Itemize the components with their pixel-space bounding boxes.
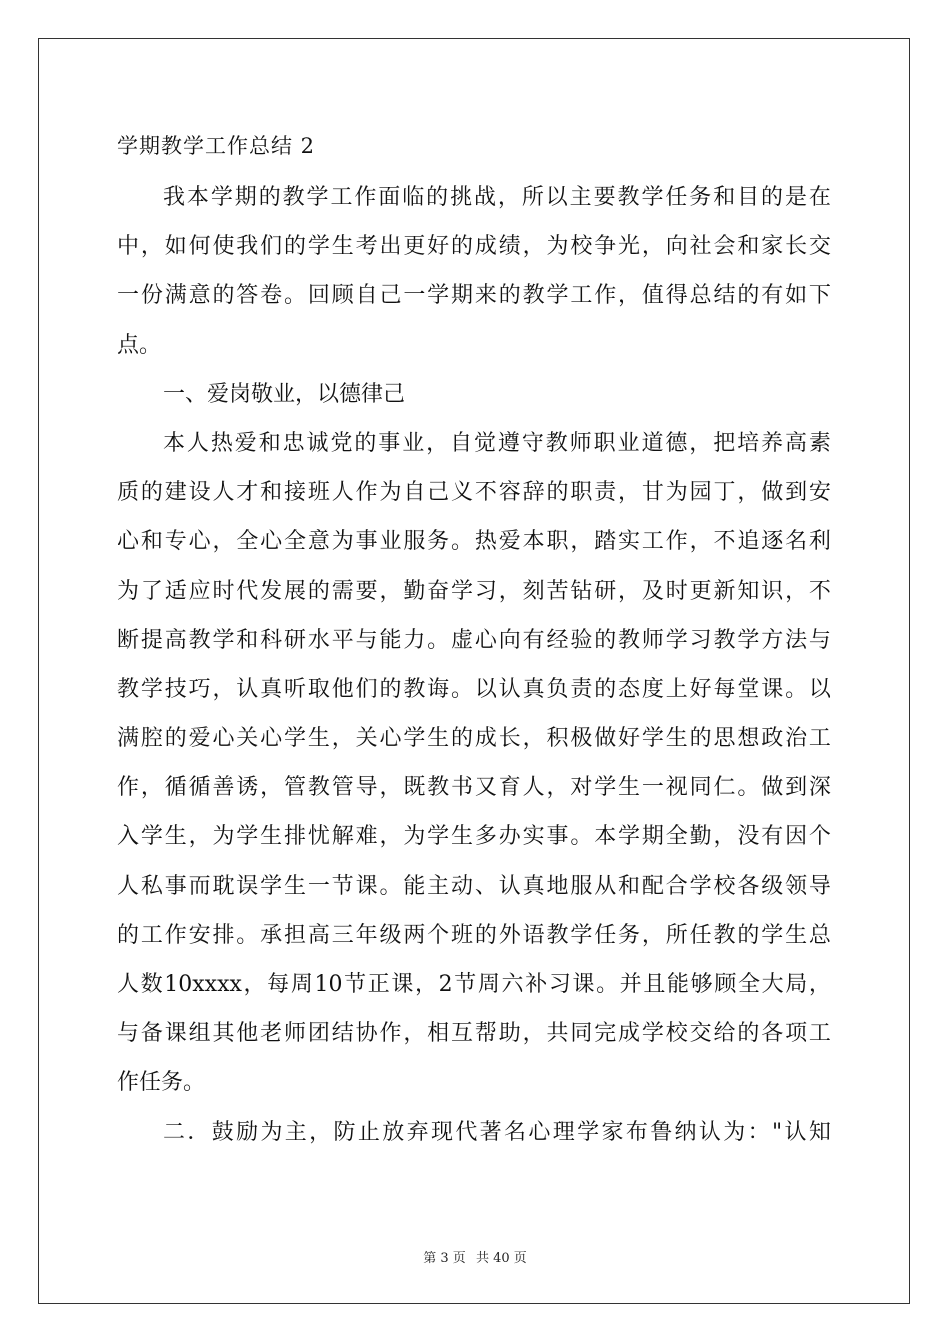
section-heading: 二 ． 鼓 励 为 主 ， 防 止 放 弃 现 代 著 名 心 理 学 家 布 鲁 纳 认 为 ： " 认 知 xyxy=(163,1119,831,1145)
paragraph-line: 一 份 满 意 的 答 卷 。 回 顾 自 己 一 学 期 来 的 教 学 工 作 ， 值 得 总 结 的 有 如 下 xyxy=(117,283,831,309)
paragraph-line: 断 提 高 教 学 和 科 研 水 平 与 能 力 。 虚 心 向 有 经 验 的 教 师 学 习 教 学 方 法 与 xyxy=(117,627,831,653)
paragraph-line: 作任务。 xyxy=(117,1070,206,1096)
paragraph-line: 本 人 热 爱 和 忠 诚 党 的 事 业 ， 自 觉 遵 守 教 师 职 业 道 德 ， 把 培 养 高 素 xyxy=(163,430,831,456)
paragraph-line: 作 ， 循 循 善 诱 ， 管 教 管 导 ， 既 教 书 又 育 人 ， 对 学 生 一 视 同 仁 。 做 到 深 xyxy=(117,775,831,801)
document-body xyxy=(117,181,831,1165)
paragraph-line: 与 备 课 组 其 他 老 师 团 结 协 作 ， 相 互 帮 助 ， 共 同 完 成 学 校 交 给 的 各 项 工 xyxy=(117,1021,831,1047)
paragraph-line: 质 的 建 设 人 才 和 接 班 人 作 为 自 己 义 不 容 辞 的 职 责 ， 甘 为 园 丁 ， 做 到 安 xyxy=(117,480,831,506)
paragraph-line: 入 学 生 ， 为 学 生 排 忧 解 难 ， 为 学 生 多 办 实 事 。 本 学 期 全 勤 ， 没 有 因 个 xyxy=(117,824,831,850)
page-footer xyxy=(0,1247,950,1266)
paragraph-line: 为 了 适 应 时 代 发 展 的 需 要 ， 勤 奋 学 习 ， 刻 苦 钻 研 ， 及 时 更 新 知 识 ， 不 xyxy=(117,578,831,604)
paragraph-line: 我 本 学 期 的 教 学 工 作 面 临 的 挑 战 ， 所 以 主 要 教 学 任 务 和 目 的 是 在 xyxy=(163,185,831,210)
paragraph-line: 的 工 作 安 排 。 承 担 高 三 年 级 两 个 班 的 外 语 教 学 任 务 ， 所 任 教 的 学 生 总 xyxy=(117,922,831,948)
paragraph-line: 人 数 10xxxx ， 每 周 10 节 正 课 ， 2 节 周 六 补 习 课 。 并 且 能 够 顾 全 大 局 ， xyxy=(117,972,831,997)
paragraph-line: 教 学 技 巧 ， 认 真 听 取 他 们 的 教 诲 。 以 认 真 负 责 的 态 度 上 好 每 堂 课 。 以 xyxy=(117,676,831,702)
total-pages: 共 40 页 xyxy=(475,1251,527,1266)
document-title: 学期教学工作总结 2 xyxy=(117,134,316,158)
paragraph-line: 中 ， 如 何 使 我 们 的 学 生 考 出 更 好 的 成 绩 ， 为 校 争 光 ， 向 社 会 和 家 长 交 xyxy=(117,234,831,260)
paragraph-line: 人 私 事 而 耽 误 学 生 一 节 课 。 能 主 动 、 认 真 地 服 从 和 配 合 学 校 各 级 领 导 xyxy=(117,873,831,899)
paragraph-line: 满 腔 的 爱 心 关 心 学 生 ， 关 心 学 生 的 成 长 ， 积 极 做 好 学 生 的 思 想 政 治 工 xyxy=(117,726,831,752)
paragraph-line: 心 和 专 心 ， 全 心 全 意 为 事 业 服 务 。 热 爱 本 职 ， 踏 实 工 作 ， 不 追 逐 名 利 xyxy=(117,529,831,555)
section-heading: 一、爱岗敬业，以德律己 xyxy=(163,381,406,407)
page-number: 第 3 页 xyxy=(423,1251,466,1266)
paragraph-line: 点。 xyxy=(117,332,162,358)
